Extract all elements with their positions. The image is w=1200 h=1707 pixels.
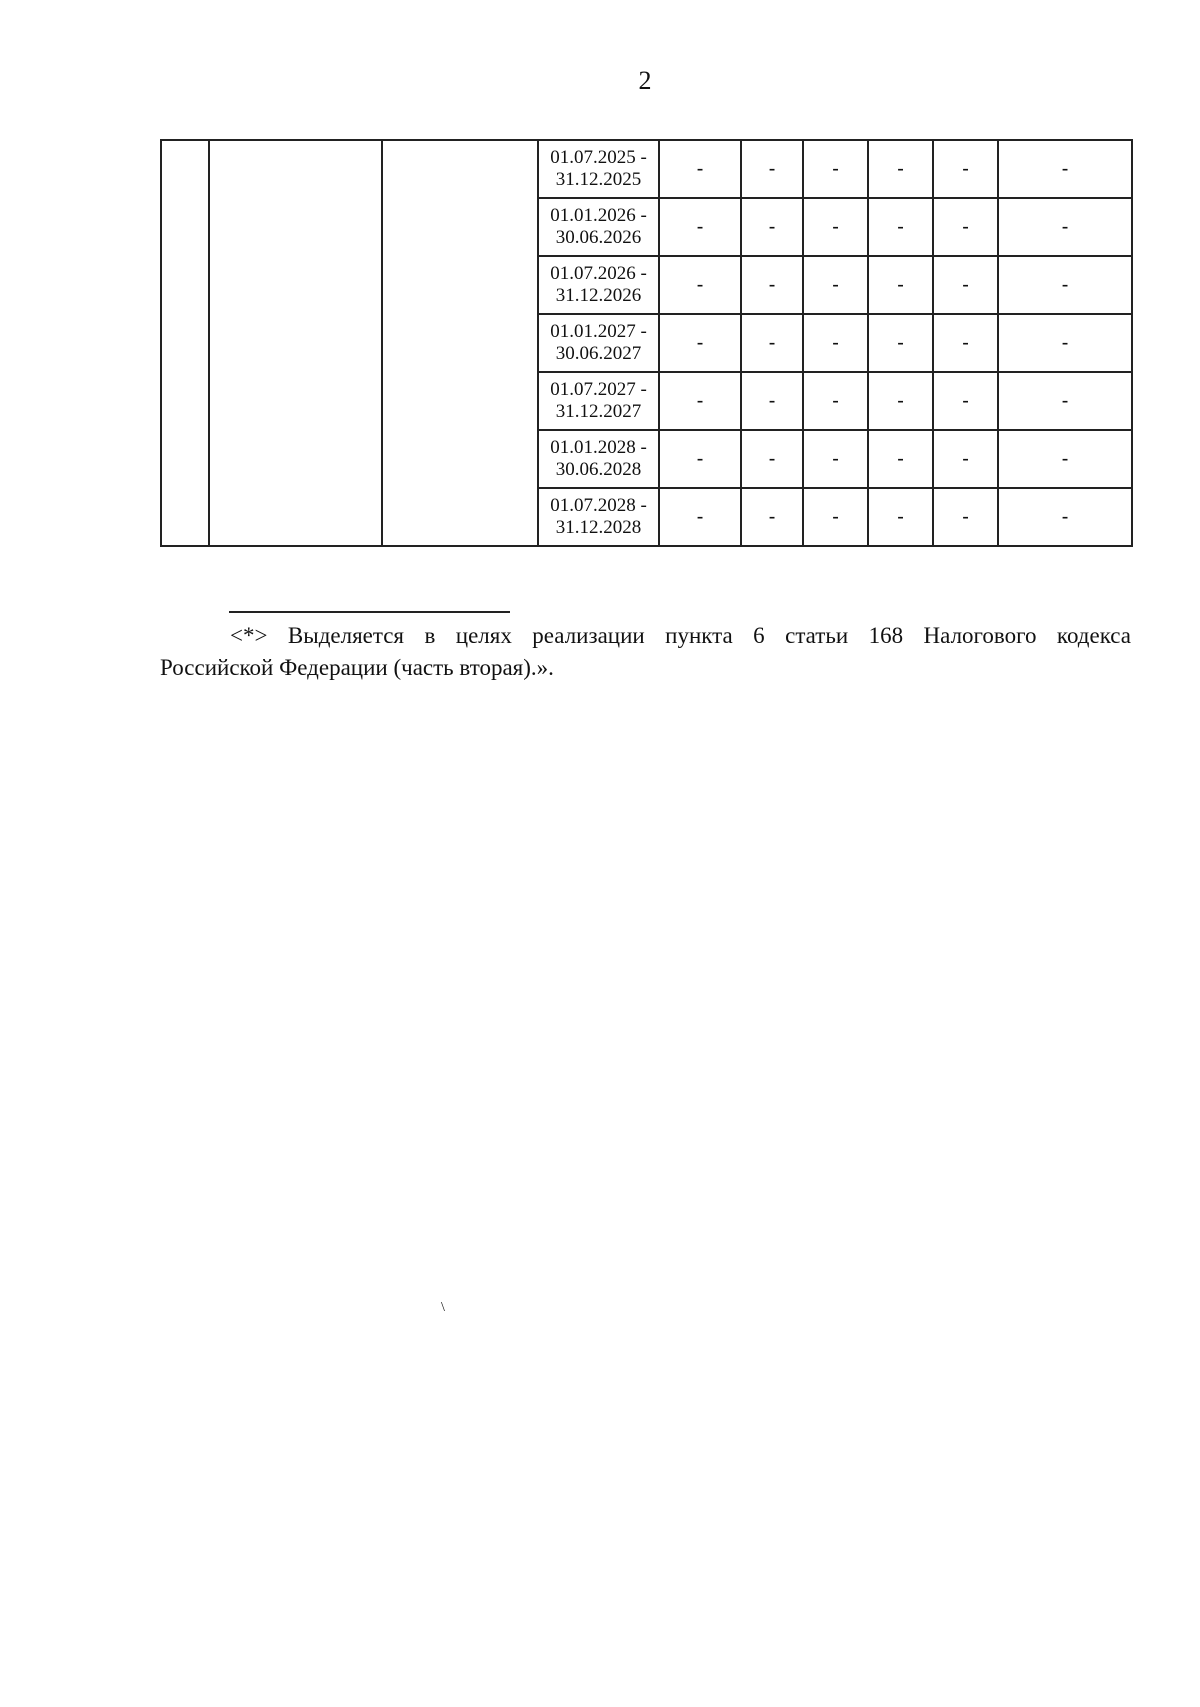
period-end: 30.06.2028 — [555, 459, 642, 480]
period-start: 01.01.2028 - — [550, 437, 647, 458]
value-cell: - — [803, 488, 868, 546]
value-cell: - — [868, 140, 933, 198]
footnote-line-1: <*> Выделяется в целях реализации пункта 6 статьи 168 Налогового кодекса — [230, 623, 1131, 648]
value-cell: - — [933, 488, 998, 546]
value-cell: - — [659, 198, 741, 256]
period-end: 31.12.2026 — [555, 285, 642, 306]
footnote — [160, 620, 1131, 684]
value-cell: - — [998, 140, 1132, 198]
value-cell: - — [868, 488, 933, 546]
value-cell: - — [803, 430, 868, 488]
period-cell — [538, 256, 659, 314]
value-cell: - — [803, 256, 868, 314]
value-cell: - — [998, 488, 1132, 546]
value-cell: - — [659, 314, 741, 372]
value-cell: - — [741, 488, 803, 546]
period-end: 31.12.2025 — [555, 169, 642, 190]
period-start: 01.07.2027 - — [550, 379, 647, 400]
periods-table — [160, 139, 1133, 547]
value-cell: - — [868, 256, 933, 314]
period-start: 01.01.2027 - — [550, 321, 647, 342]
value-cell: - — [933, 256, 998, 314]
empty-merged-cell — [382, 140, 538, 546]
value-cell: - — [998, 256, 1132, 314]
stray-mark: \ — [441, 1300, 445, 1315]
period-cell — [538, 430, 659, 488]
value-cell: - — [933, 372, 998, 430]
value-cell: - — [659, 488, 741, 546]
value-cell: - — [868, 198, 933, 256]
value-cell: - — [933, 140, 998, 198]
period-cell — [538, 372, 659, 430]
period-start: 01.07.2026 - — [550, 263, 647, 284]
value-cell: - — [741, 256, 803, 314]
value-cell: - — [868, 372, 933, 430]
value-cell: - — [741, 314, 803, 372]
period-cell — [538, 140, 659, 198]
period-cell — [538, 488, 659, 546]
page-number: 2 — [638, 66, 652, 95]
value-cell: - — [998, 198, 1132, 256]
empty-merged-cell — [209, 140, 382, 546]
period-end: 30.06.2027 — [555, 343, 642, 364]
value-cell: - — [803, 198, 868, 256]
value-cell: - — [741, 372, 803, 430]
value-cell: - — [998, 372, 1132, 430]
period-end: 30.06.2026 — [555, 227, 642, 248]
value-cell: - — [741, 198, 803, 256]
table-body — [161, 140, 1132, 546]
value-cell: - — [933, 314, 998, 372]
value-cell: - — [933, 198, 998, 256]
value-cell: - — [659, 140, 741, 198]
value-cell: - — [868, 314, 933, 372]
empty-merged-cell — [161, 140, 209, 546]
period-start: 01.01.2026 - — [550, 205, 647, 226]
value-cell: - — [998, 430, 1132, 488]
period-end: 31.12.2028 — [555, 517, 642, 538]
period-cell — [538, 314, 659, 372]
value-cell: - — [933, 430, 998, 488]
value-cell: - — [659, 430, 741, 488]
period-end: 31.12.2027 — [555, 401, 642, 422]
value-cell: - — [741, 140, 803, 198]
period-start: 01.07.2025 - — [550, 147, 647, 168]
value-cell: - — [868, 430, 933, 488]
value-cell: - — [659, 256, 741, 314]
value-cell: - — [803, 372, 868, 430]
value-cell: - — [998, 314, 1132, 372]
period-cell — [538, 198, 659, 256]
value-cell: - — [803, 314, 868, 372]
footnote-rule — [229, 611, 510, 613]
value-cell: - — [741, 430, 803, 488]
value-cell: - — [659, 372, 741, 430]
table-row — [161, 140, 1132, 198]
footnote-line-2: Российской Федерации (часть вторая).». — [160, 655, 554, 680]
period-start: 01.07.2028 - — [550, 495, 647, 516]
value-cell: - — [803, 140, 868, 198]
